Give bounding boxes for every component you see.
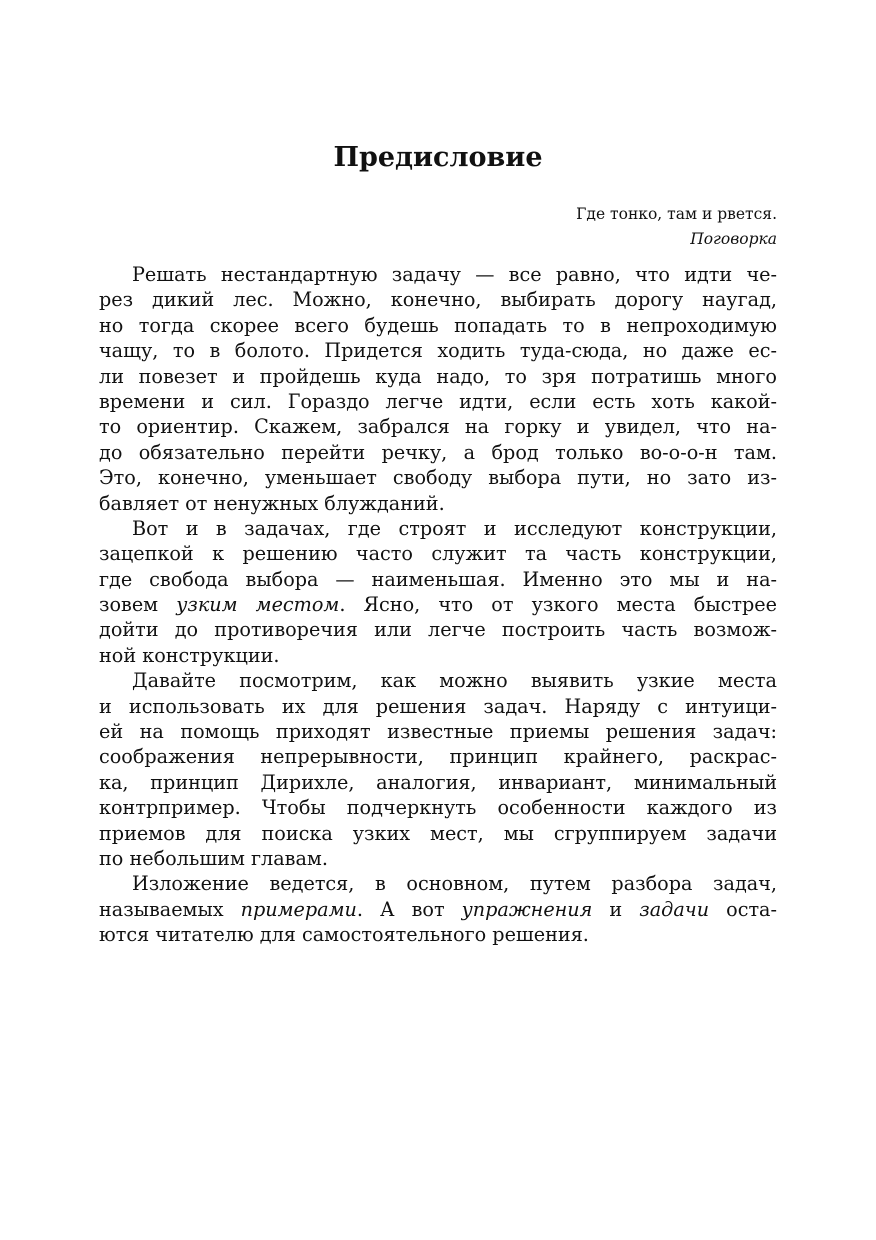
text-line: зацепкой к решению часто служит та часть конструкции, bbox=[99, 542, 777, 566]
text-line-with-emphasis bbox=[99, 897, 777, 922]
text-fragment: . Ясно, что от узкого места быстрее bbox=[339, 593, 777, 617]
text-line: Изложение ведется, в основном, путем разбора задач, bbox=[132, 872, 777, 896]
emphasis-term: узким местом bbox=[176, 593, 340, 617]
text-fragment: оста- bbox=[709, 897, 777, 921]
text-fragment: называемых bbox=[99, 897, 241, 921]
epigraph-text: Где тонко, там и рвется. bbox=[576, 205, 777, 223]
paragraph-1 bbox=[99, 262, 777, 516]
body-text bbox=[99, 262, 777, 948]
text-line: то ориентир. Скажем, забрался на горку и увидел, что на- bbox=[99, 415, 777, 439]
page-title: Предисловие bbox=[333, 142, 543, 173]
emphasis-term: упражнения bbox=[461, 897, 593, 921]
epigraph-source: Поговорка bbox=[690, 230, 777, 248]
text-line: чащу, то в болото. Придется ходить туда-сюда, но даже ес- bbox=[99, 339, 777, 363]
text-line: соображения непрерывности, принцип крайнего, раскрас- bbox=[99, 745, 777, 769]
text-line: и использовать их для решения задач. Наряду с интуици- bbox=[99, 694, 777, 718]
text-line: где свобода выбора — наименьшая. Именно это мы и на- bbox=[99, 567, 777, 591]
text-line: рез дикий лес. Можно, конечно, выбирать дорогу наугад, bbox=[99, 288, 777, 312]
text-line: по небольшим главам. bbox=[99, 846, 328, 870]
text-fragment: . А вот bbox=[356, 897, 462, 921]
epigraph bbox=[277, 202, 777, 252]
text-line: ли повезет и пройдешь куда надо, то зря потратишь много bbox=[99, 364, 777, 388]
text-line: ной конструкции. bbox=[99, 643, 280, 667]
text-line: Вот и в задачах, где строят и исследуют конструкции, bbox=[132, 516, 777, 540]
text-line: времени и сил. Гораздо легче идти, если есть хоть какой- bbox=[99, 389, 777, 413]
text-line: Решать нестандартную задачу — все равно, что идти че- bbox=[132, 263, 777, 286]
text-fragment: зовем bbox=[99, 593, 177, 617]
text-line: контрпример. Чтобы подчеркнуть особенности каждого из bbox=[99, 796, 777, 820]
text-line: до обязательно перейти речку, а брод только во-о-о-н там. bbox=[99, 440, 777, 464]
text-line: ка, принцип Дирихле, аналогия, инвариант, минимальный bbox=[99, 770, 777, 794]
paragraph-2 bbox=[99, 516, 777, 668]
text-line: но тогда скорее всего будешь попадать то в непроходимую bbox=[99, 313, 777, 337]
emphasis-term: примерами bbox=[240, 897, 357, 921]
text-line: ей на помощь приходят известные приемы решения задач: bbox=[99, 720, 777, 744]
text-line: ются читателю для самостоятельного решения. bbox=[99, 923, 589, 947]
text-line: Это, конечно, уменьшает свободу выбора пути, но зато из- bbox=[99, 466, 777, 490]
text-fragment: и bbox=[592, 897, 640, 921]
emphasis-term: задачи bbox=[639, 897, 710, 921]
text-line-with-emphasis bbox=[99, 592, 777, 617]
text-line: бавляет от ненужных блужданий. bbox=[99, 491, 445, 515]
text-line: Давайте посмотрим, как можно выявить узкие места bbox=[132, 669, 777, 693]
text-line: дойти до противоречия или легче построить часть возмож- bbox=[99, 618, 777, 642]
text-line: приемов для поиска узких мест, мы сгруппируем задачи bbox=[99, 821, 777, 845]
paragraph-3 bbox=[99, 668, 777, 871]
paragraph-4 bbox=[99, 871, 777, 947]
